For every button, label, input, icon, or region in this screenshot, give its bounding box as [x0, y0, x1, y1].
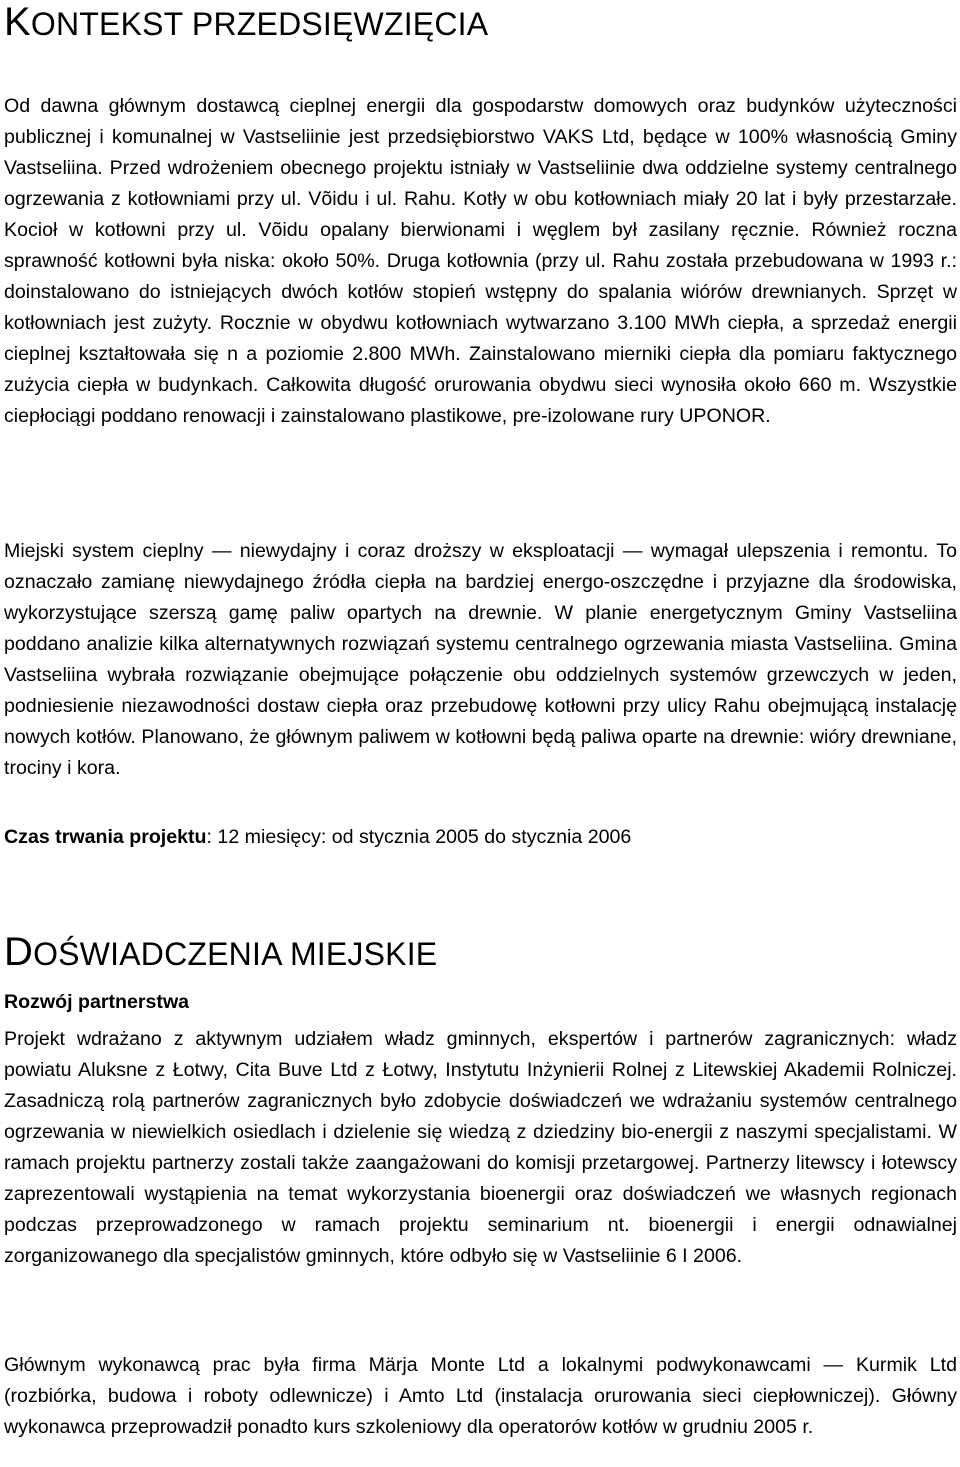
context-paragraph-1: Od dawna głównym dostawcą cieplnej energii dla gospodarstw domowych oraz budynków użyteczności publicznej i komunalnej w Vastseliinie jest przedsiębiorstwo VAKS Ltd, będące w 100% własnością Gminy Vastseliina. Przed wdrożeniem obecnego projektu istniały w Vastseliinie dwa oddzielne systemy centralnego ogrzewania z kotłowniami przy ul. Võidu i ul. Rahu. Kotły w obu kotłowniach miały 20 lat i były przestarzałe. Kocioł w kotłowni przy ul. Võidu opalany bierwionami i węglem był zasilany ręcznie. Również roczna sprawność kotłowni była niska: około 50%. Druga kotłownia (przy ul. Rahu została przebudowana w 1993 r.: doinstalowano do istniejących dwóch kotłów stopień wstępny do spalania wiórów drewnianych. Sprzęt w kotłowniach jest zużyty. Rocznie w obydwu kotłowniach wytwarzano 3.100 MWh ciepła, a sprzedaż energii cieplnej kształtowała się n a poziomie 2.800 MWh. Zainstalowano mierniki ciepła dla pomiaru faktycznego zużycia ciepła w budynkach. Całkowita długość orurowania obydwu sieci wynosiła około 660 m. Wszystkie ciepłociągi poddano renowacji i zainstalowano plastikowe, pre-izolowane rury UPONOR.	[4, 95, 957, 427]
duration-label: Czas trwania projektu	[4, 826, 207, 848]
heading-rest: OŚWIADCZENIA MIEJSKIE	[33, 936, 438, 972]
duration-value: : 12 miesięcy: od stycznia 2005 do stycznia 2006	[206, 826, 632, 848]
heading-rest: ONTEKST PRZEDSIĘWZIĘCIA	[30, 6, 489, 42]
subheading-partnership: Rozwój partnerstwa	[4, 991, 190, 1013]
project-duration	[4, 822, 957, 853]
experience-paragraph-1: Projekt wdrażano z aktywnym udziałem władz gminnych, ekspertów i partnerów zagranicznych: władz powiatu Aluksne z Łotwy, Cita Buve Ltd z Łotwy, Instytutu Inżynierii Rolnej z Litewskiej Akademii Rolniczej. Zasadniczą rolą partnerów zagranicznych było zdobycie doświadczeń we wdrażaniu systemów centralnego ogrzewania w niewielkich osiedlach i dzielenie się wiedzą z dziedziny bio-energii z naszymi specjalistami. W ramach projektu partnerzy zostali także zaangażowani do komisji przetargowej. Partnerzy litewscy i łotewscy zaprezentowali wystąpienia na temat wykorzystania bioenergii oraz doświadczeń we własnych regionach podczas przeprowadzonego w ramach projektu seminarium nt. bioenergii i energii odnawialnej zorganizowanego dla specjalistów gminnych, które odbyło się w Vastseliinie 6 I 2006.	[4, 1028, 957, 1267]
experience-paragraph-2: Głównym wykonawcą prac była firma Märja Monte Ltd a lokalnymi podwykonawcami ― Kurmik Ltd (rozbiórka, budowa i roboty odlewnicze) i Amto Ltd (instalacja orurowania sieci ciepłowniczej). Główny wykonawca przeprowadził ponadto kurs szkoleniowy dla operatorów kotłów w grudniu 2005 r.	[4, 1354, 957, 1438]
heading-initial-letter: K	[4, 0, 31, 44]
section-heading-experience	[4, 932, 437, 974]
heading-initial-letter: D	[4, 930, 34, 974]
context-paragraph-2: Miejski system cieplny ― niewydajny i coraz droższy w eksploatacji ― wymagał ulepszenia i remontu. To oznaczało zamianę niewydajnego źródła ciepła na bardziej energo-oszczędne i przyjazne dla środowiska, wykorzystujące szerszą gamę paliw opartych na drewnie. W planie energetycznym Gminy Vastseliina poddano analizie kilka alternatywnych rozwiązań systemu centralnego ogrzewania miasta Vastseliina. Gmina Vastseliina wybrała rozwiązanie obejmujące połączenie obu oddzielnych systemów grzewczych w jeden, podniesienie niezawodności dostaw ciepła oraz przebudowę kotłowni przy ulicy Rahu obejmującą instalację nowych kotłów. Planowano, że głównym paliwem w kotłowni będą paliwa oparte na drewnie: wióry drewniane, trociny i kora.	[4, 540, 957, 779]
section-heading-context	[4, 2, 488, 44]
